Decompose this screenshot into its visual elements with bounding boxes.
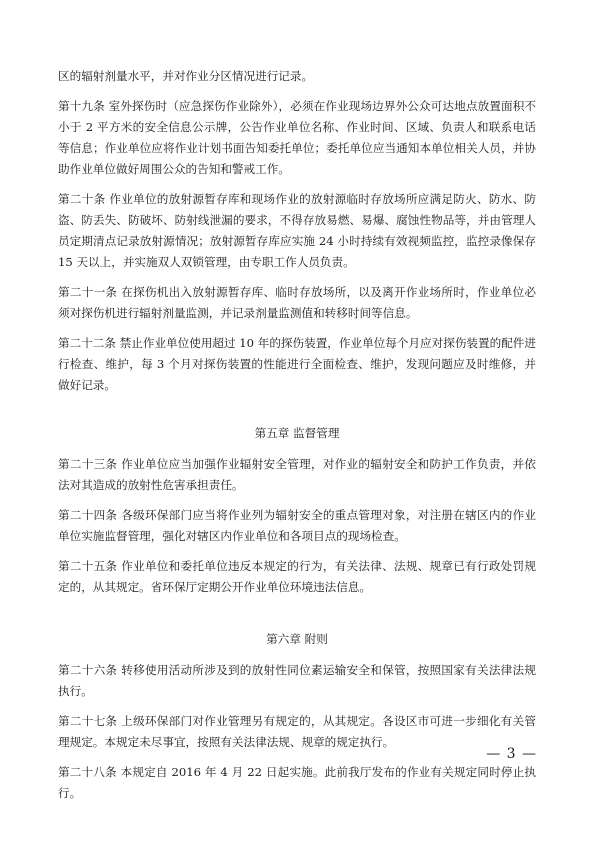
article-25: 第二十五条 作业单位和委托单位违反本规定的行为，有关法律、法规、规章已有行政处罚规定的，从其规定。省环保厅定期公开作业单位环境违法信息。	[58, 559, 536, 594]
document-body	[58, 66, 536, 813]
article-24: 第二十四条 各级环保部门应当将作业列为辐射安全的重点管理对象，对注册在辖区内的作业单位实施监督管理，强化对辖区内作业单位和各项目点的现场检查。	[58, 508, 536, 543]
article-27: 第二十七条 上级环保部门对作业管理另有规定的，从其规定。各设区市可进一步细化有关管理规定。本规定未尽事宜，按照有关法律法规、规章的规定执行。	[58, 714, 536, 749]
article-28: 第二十八条 本规定自 2016 年 4 月 22 日起实施。此前我厅发布的作业有关规定同时停止执行。	[58, 765, 536, 800]
paragraph-continuation: 区的辐射剂量水平，并对作业分区情况进行记录。	[58, 69, 314, 83]
article-20: 第二十条 作业单位的放射源暂存库和现场作业的放射源临时存放场所应满足防火、防水、防盗、防丢失、防破坏、防射线泄漏的要求，不得存放易燃、易爆、腐蚀性物品等，并由管理人员定期清点记录放射源情况；放射源暂存库应实施 24 小时持续有效视频监控，监控录像保存 15 天以上，并实施双人双锁管理，由专职工作人员负责。	[58, 192, 536, 269]
page-number: — 3 —	[486, 746, 537, 762]
article-19: 第十九条 室外探伤时（应急探伤作业除外），必须在作业现场边界外公众可达地点放置面积不小于 2 平方米的安全信息公示牌，公告作业单位名称、作业时间、区域、负责人和联系电话等信息；作业单位应将作业计划书面告知委托单位；委托单位应当通知本单位相关人员，并协助作业单位做好周围公众的告知和警戒工作。	[58, 99, 536, 176]
article-21: 第二十一条 在探伤机出入放射源暂存库、临时存放场所，以及离开作业场所时，作业单位必须对探伤机进行辐射剂量监测，并记录剂量监测值和转移时间等信息。	[58, 285, 536, 320]
chapter-6-heading: 第六章 附则	[266, 632, 328, 646]
article-26: 第二十六条 转移使用活动所涉及到的放射性同位素运输安全和保管，按照国家有关法律法规执行。	[58, 663, 536, 698]
chapter-5-heading: 第五章 监督管理	[254, 426, 340, 440]
article-23: 第二十三条 作业单位应当加强作业辐射安全管理，对作业的辐射安全和防护工作负责，并依法对其造成的放射性危害承担责任。	[58, 457, 536, 492]
article-22: 第二十二条 禁止作业单位使用超过 10 年的探伤装置，作业单位每个月应对探伤装置的配件进行检查、维护，每 3 个月对探伤装置的性能进行全面检查、维护，发现问题应及时维修，并做好记录。	[58, 336, 536, 392]
